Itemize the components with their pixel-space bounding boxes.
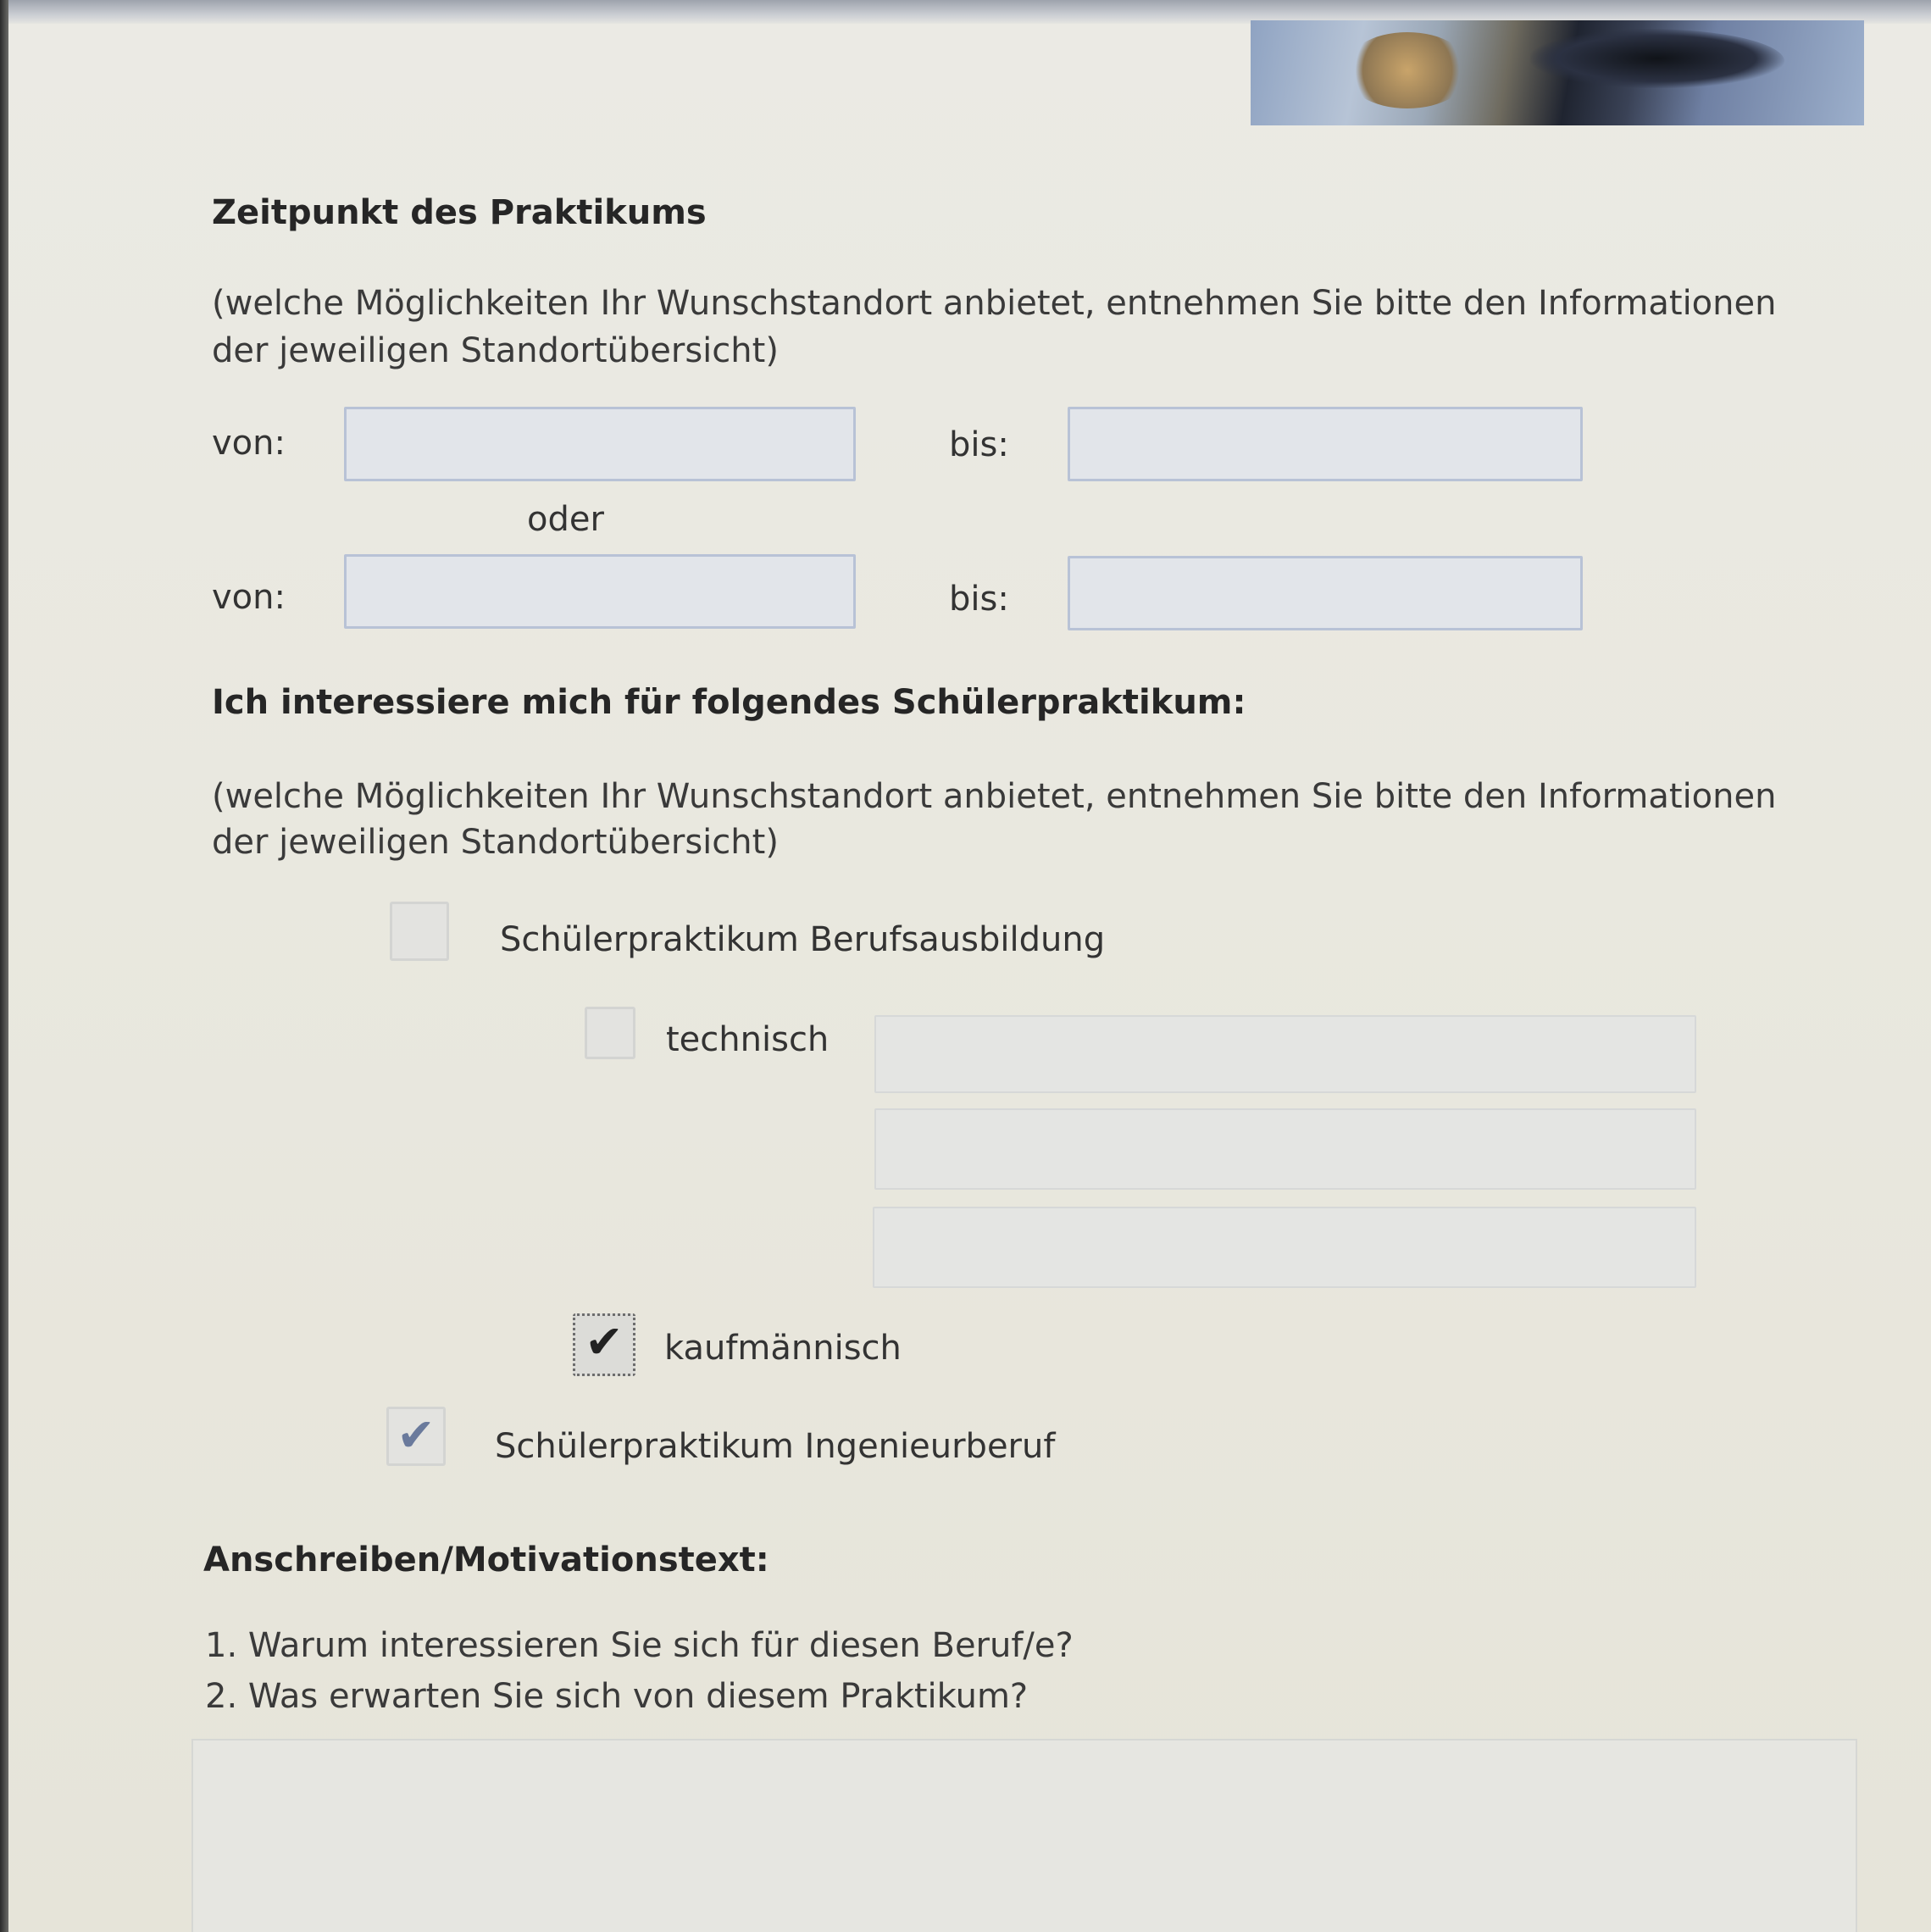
header-banner-image <box>1251 20 1864 125</box>
motivation-textarea[interactable] <box>191 1739 1857 1932</box>
from-label: von: <box>212 424 286 463</box>
section-title-zeitpunkt: Zeitpunkt des Praktikums <box>212 193 707 232</box>
checkbox-ingenieurberuf[interactable]: ✔ <box>386 1407 446 1466</box>
question-1: 1. Warum interessieren Sie sich für diesen Beruf/e? <box>205 1626 1074 1665</box>
monitor-bezel <box>0 0 8 1932</box>
option-label-kaufmaennisch: kaufmännisch <box>664 1329 902 1368</box>
or-label: oder <box>527 500 604 539</box>
range2-from-field[interactable] <box>344 554 856 629</box>
checkbox-technisch[interactable] <box>585 1007 635 1059</box>
question-2: 2. Was erwarten Sie sich von diesem Praktikum? <box>205 1677 1029 1716</box>
option-label-berufsausbildung: Schülerpraktikum Berufsausbildung <box>500 920 1106 959</box>
range1-to-field[interactable] <box>1068 407 1583 481</box>
technisch-field-3[interactable] <box>873 1207 1696 1288</box>
section-title-interest: Ich interessiere mich für folgendes Schülerpraktikum: <box>212 683 1246 722</box>
hint-line: der jeweiligen Standortübersicht) <box>212 823 779 862</box>
hint-line: (welche Möglichkeiten Ihr Wunschstandort anbietet, entnehmen Sie bitte den Informationen <box>212 284 1777 323</box>
checkbox-berufsausbildung[interactable] <box>390 902 449 961</box>
option-label-ingenieurberuf: Schülerpraktikum Ingenieurberuf <box>495 1427 1056 1466</box>
checkbox-kaufmaennisch[interactable]: ✔ <box>573 1313 635 1376</box>
technisch-field-2[interactable] <box>874 1108 1696 1190</box>
range2-to-field[interactable] <box>1068 556 1583 630</box>
range1-from-field[interactable] <box>344 407 856 481</box>
banner-shape <box>1530 29 1784 88</box>
hint-line: (welche Möglichkeiten Ihr Wunschstandort anbietet, entnehmen Sie bitte den Informationen <box>212 777 1777 816</box>
option-label-technisch: technisch <box>666 1020 830 1059</box>
to-label: bis: <box>949 425 1009 464</box>
technisch-field-1[interactable] <box>874 1015 1696 1093</box>
banner-shape <box>1344 32 1471 108</box>
hint-line: der jeweiligen Standortübersicht) <box>212 331 779 370</box>
section-title-motivation: Anschreiben/Motivationstext: <box>203 1541 769 1579</box>
to-label: bis: <box>949 580 1009 619</box>
from-label: von: <box>212 578 286 617</box>
